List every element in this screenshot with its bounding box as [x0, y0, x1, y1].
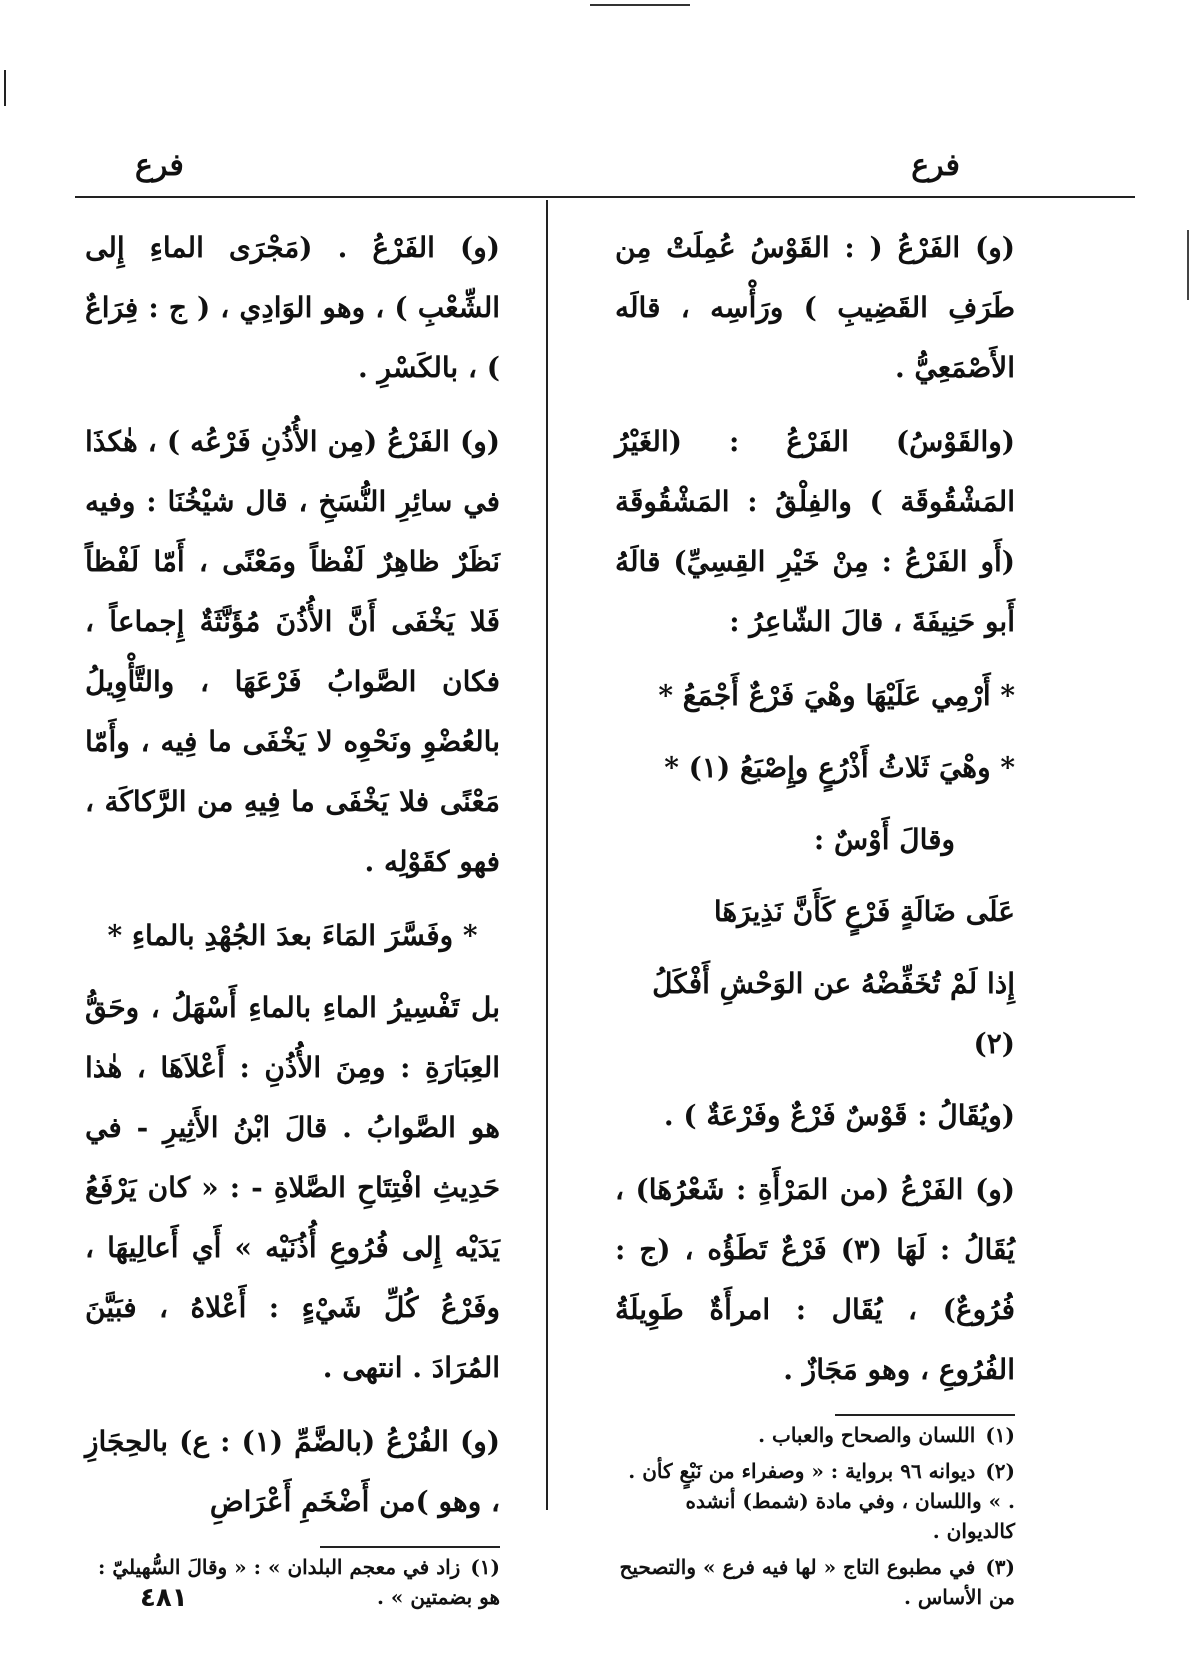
footnote-text: زاد في معجم البلدان » : « وقالَ السُّهيليّ : هو بضمتين » .	[98, 1555, 500, 1609]
entry-paragraph: (ويُقَالُ : قَوْسٌ فَرْعٌ وفَرْعَةٌ ) .	[663, 1099, 1015, 1132]
entry-paragraph: بل تَفْسِيرُ الماءِ بالماءِ أَسْهَلُ ، وحَقُّ العِبَارَةِ : ومِنَ الأُذُنِ : أَعْلاَهَا ، هٰذا هو الصَّوابُ . قالَ ابْنُ الأَثِيرِ - في حَدِيثِ افْتِتَاحِ الصَّلاةِ - : « كان يَرْفَعُ يَدَيْه إِلى فُرُوعِ أُذُنَيْه » أَي أَعالِيهَا ، وفَرْعُ كُلِّ شَيْءٍ : أَعْلاهُ ، فبَيَّنَ المُرَادَ . انتهى .	[85, 991, 500, 1384]
verse-line: * وهْيَ ثَلاثُ أَذْرُعٍ وإِصْبَعُ (١) *	[664, 751, 1015, 784]
right-column	[615, 218, 1015, 1618]
footnote-text: اللسان والصحاح والعباب .	[758, 1423, 976, 1447]
footnote	[615, 1456, 1015, 1546]
top-edge-line	[590, 4, 690, 6]
verse-line: إِذا لَمْ تُخَفِّضْهُ عن الوَحْشِ أَفْكَلُ (٢)	[652, 967, 1015, 1060]
entry-paragraph: (و) الفَرْعُ (من المَرْأَةِ : شَعْرُهَا) ، يُقَالُ : لَهَا (٣) فَرْعٌ تَطَؤُه ، (ج : فُرُوعٌ) ، يُقَال : امرأَةٌ طَوِيلَةُ الفُرُوعِ ، وهو مَجَازٌ .	[615, 1173, 1015, 1386]
entry-paragraph: (و) الفَرْعُ (مِن الأُذُنِ فَرْعُه ) ، هٰكذَا في سائِرِ النُّسَخِ ، قال شيْخُنَا : وفيه نَظَرٌ ظاهِرٌ لَفْظاً ومَعْنًى ، أَمّا لَفْظاً فَلا يَخْفَى أَنَّ الأُذُنَ مُؤَنَّثَةٌ إِجماعاً ، فكان الصَّوابُ فَرْعَهَا ، والتَّأْوِيلُ بالعُضْوِ ونَحْوِه لا يَخْفَى ما فِيه ، وأَمّا مَعْنًى فلا يَخْفَى ما فِيهِ من الرَّكاكَة ، فهو كقَوْلِه .	[85, 425, 500, 878]
footnote	[615, 1552, 1015, 1612]
header-word-left: فرع	[135, 148, 184, 183]
entry-paragraph: (والقَوْسُ) الفَرْعُ : (الغَيْرُ المَشْقُوقَة ) والفِلْقُ : المَشْقُوقَة (أَو الفَرْعُ : مِنْ خَيْرِ القِسِيِّ) قالَهُ أَبو حَنِيفَةَ ، قالَ الشّاعِرُ :	[615, 425, 1015, 638]
margin-mark	[1187, 230, 1189, 300]
footnote-number: (١)	[985, 1423, 1015, 1447]
header-word-right: فرع	[911, 148, 960, 183]
entry-paragraph: (و) الفَرْعُ . (مَجْرَى الماءِ إِلى الشِّعْبِ ) ، وهو الوَادِي ، ( ج : فِرَاعٌ ) ، بالكَسْرِ .	[85, 231, 500, 384]
footnote-text: في مطبوع التاج « لها فيه فرع » والتصحيح من الأساس .	[619, 1555, 1015, 1609]
footnote-rule	[835, 1414, 1015, 1416]
header-rule	[75, 196, 1135, 198]
page-number: ٤٨١	[140, 1583, 188, 1613]
left-column	[85, 218, 500, 1618]
entry-paragraph: (و) الفَرْعُ ( : القَوْسُ عُمِلَتْ مِن طَرَفِ القَضِيبِ ) ورَأْسِه ، قالَه الأَصْمَعِيُّ .	[615, 231, 1015, 384]
verse-line: عَلَى ضَالَةٍ فَرْعٍ كَأَنَّ نَذِيرَهَا	[713, 895, 1015, 928]
footnote-rule	[320, 1546, 500, 1548]
footnote-text: ديوانه ٩٦ برواية : « وصفراء من نَبْعٍ كأن . . » واللسان ، وفي مادة (شمط) أنشده كالديوان .	[628, 1459, 1015, 1543]
verse-line: * وفَسَّرَ المَاءَ بعدَ الجُهْدِ بالماءِ *	[107, 919, 478, 952]
column-divider	[546, 200, 548, 1510]
verse-line: * أَرْمِي عَلَيْهَا وهْيَ فَرْعٌ أَجْمَعُ *	[658, 679, 1015, 712]
footnote-number: (٢)	[985, 1459, 1015, 1483]
entry-paragraph: (و) الفُرْعُ (بالضَّمِّ (١) : ع) بالحِجَازِ ، وهو )من أَضْخَمِ أَعْرَاضِ	[85, 1425, 500, 1518]
entry-paragraph: وقالَ أَوْسٌ :	[813, 823, 955, 856]
margin-mark	[4, 70, 6, 106]
footnote-number: (١)	[470, 1555, 500, 1579]
footnote-number: (٣)	[985, 1555, 1015, 1579]
page-header	[0, 148, 1195, 198]
footnote	[615, 1420, 1015, 1450]
